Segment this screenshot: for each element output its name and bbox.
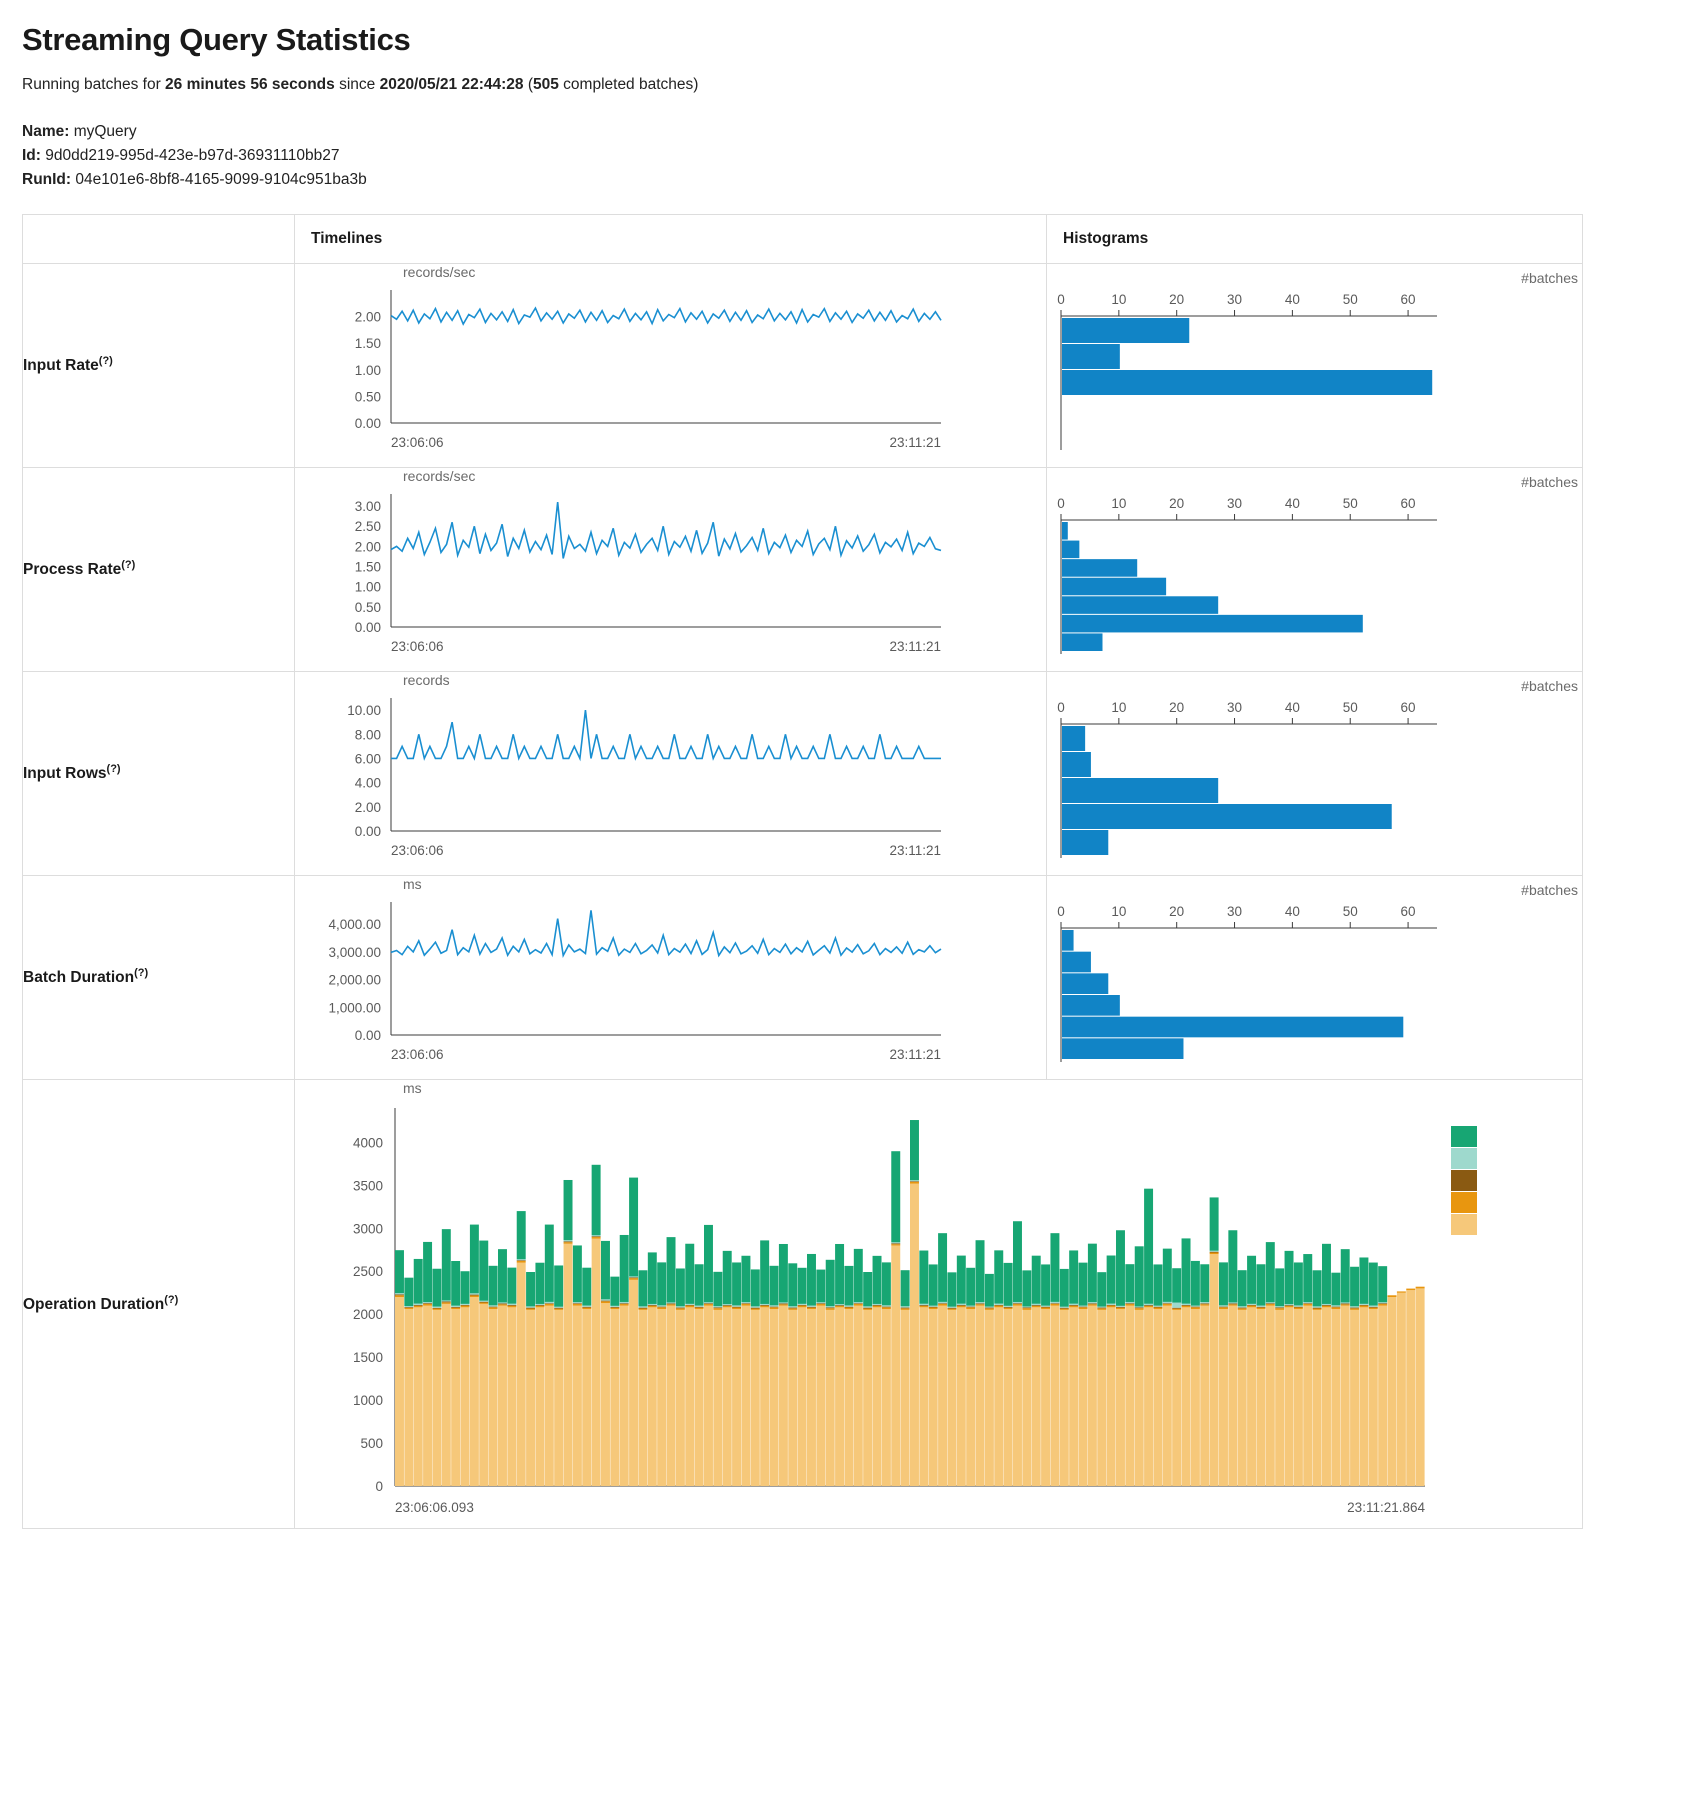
row-label-batch-duration [23,876,295,1080]
svg-text:6.00: 6.00 [354,751,381,767]
row-label-process-rate [23,468,295,672]
svg-text:0: 0 [1057,495,1065,511]
svg-text:50: 50 [1342,699,1358,715]
input-rows-histogram-cell [1047,672,1583,876]
running-duration: 26 minutes 56 seconds [165,76,335,93]
query-runid-value: 04e101e6-8bf8-4165-9099-9104c951ba3b [75,171,367,189]
table-row [23,1080,1583,1529]
header-histograms: Histograms [1047,215,1583,264]
svg-text:23:06:06: 23:06:06 [391,1047,444,1063]
input-rate-label: Input Rate [23,357,99,375]
table-row [23,468,1583,672]
svg-text:60: 60 [1400,699,1416,715]
svg-text:23:06:06: 23:06:06 [391,435,444,451]
svg-text:0: 0 [375,1479,383,1495]
svg-text:60: 60 [1400,291,1416,307]
input-rows-timeline-chart [295,690,1015,875]
svg-text:30: 30 [1227,495,1243,511]
table-row [23,672,1583,876]
svg-text:0.00: 0.00 [354,1028,381,1044]
svg-text:1.50: 1.50 [354,336,381,352]
svg-text:40: 40 [1284,699,1300,715]
query-metadata [22,120,1671,192]
svg-text:23:06:06: 23:06:06 [391,843,444,859]
input-rate-unit: records/sec [403,264,476,281]
svg-text:40: 40 [1284,291,1300,307]
batch-duration-label: Batch Duration [23,969,135,987]
input-rate-histogram-cell [1047,264,1583,468]
svg-text:3.00: 3.00 [354,499,381,515]
svg-text:1.00: 1.00 [354,579,381,595]
svg-text:20: 20 [1169,903,1185,919]
row-label-input-rows [23,672,295,876]
svg-text:10: 10 [1111,699,1127,715]
svg-text:2.50: 2.50 [354,519,381,535]
batch-duration-histogram-cell [1047,876,1583,1080]
svg-text:23:11:21.864: 23:11:21.864 [1347,1500,1425,1516]
query-runid-label: RunId: [22,171,72,189]
batch-duration-timeline-chart [295,894,1015,1079]
process-rate-help-icon[interactable]: (?) [121,559,136,572]
svg-text:1.50: 1.50 [354,559,381,575]
svg-text:3000: 3000 [352,1221,383,1237]
process-rate-unit: records/sec [403,468,476,485]
svg-text:0: 0 [1057,903,1065,919]
svg-text:0.00: 0.00 [354,620,381,636]
statistics-table [22,214,1583,1529]
svg-text:40: 40 [1284,903,1300,919]
input-rate-histogram-chart [1047,286,1547,462]
operation-duration-label: Operation Duration [23,1296,165,1314]
input-rate-timeline-cell [295,264,1047,468]
svg-text:1500: 1500 [352,1350,383,1366]
svg-text:0.50: 0.50 [354,389,381,405]
input-rate-hist-unit: #batches [1521,269,1578,286]
input-rows-hist-unit: #batches [1521,677,1578,694]
batch-duration-histogram-chart [1047,898,1547,1074]
row-label-input-rate [23,264,295,468]
header-blank [23,215,295,264]
svg-text:2500: 2500 [352,1264,383,1280]
svg-text:10: 10 [1111,495,1127,511]
svg-text:3500: 3500 [352,1178,383,1194]
svg-text:50: 50 [1342,291,1358,307]
svg-text:20: 20 [1169,495,1185,511]
input-rows-histogram-chart [1047,694,1547,870]
subtitle-open-paren: ( [523,76,533,93]
svg-text:4000: 4000 [352,1135,383,1151]
svg-text:0: 0 [1057,699,1065,715]
svg-text:2.00: 2.00 [354,799,381,815]
operation-duration-cell [295,1080,1583,1529]
batch-duration-timeline-cell [295,876,1047,1080]
subtitle-prefix: Running batches for [22,76,166,93]
svg-text:50: 50 [1342,903,1358,919]
query-id-value: 9d0dd219-995d-423e-b97d-36931110bb27 [45,147,340,165]
table-row [23,264,1583,468]
batch-duration-hist-unit: #batches [1521,881,1578,898]
svg-text:30: 30 [1227,291,1243,307]
header-timelines: Timelines [295,215,1047,264]
svg-text:1.00: 1.00 [354,362,381,378]
svg-text:60: 60 [1400,495,1416,511]
svg-text:3,000.00: 3,000.00 [328,944,381,960]
svg-text:23:06:06: 23:06:06 [391,639,444,655]
input-rows-unit: records [403,672,450,689]
input-rows-help-icon[interactable]: (?) [106,763,121,776]
svg-text:0.50: 0.50 [354,599,381,615]
query-runid-row [22,168,1671,192]
svg-text:23:11:21: 23:11:21 [889,435,941,451]
process-rate-histogram-chart [1047,490,1547,666]
input-rate-help-icon[interactable]: (?) [98,355,113,368]
query-name-value: myQuery [73,123,137,140]
svg-text:0.00: 0.00 [354,416,381,432]
operation-duration-unit: ms [403,1080,422,1097]
query-name-row [22,120,1671,144]
page-title: Streaming Query Statistics [22,22,411,57]
svg-text:4.00: 4.00 [354,775,381,791]
svg-text:30: 30 [1227,699,1243,715]
svg-text:10.00: 10.00 [347,703,381,719]
batch-duration-unit: ms [403,876,422,893]
operation-duration-help-icon[interactable]: (?) [164,1293,179,1306]
process-rate-label: Process Rate [23,561,122,579]
table-row [23,876,1583,1080]
process-rate-timeline-chart [295,486,1015,671]
query-name-label: Name: [22,123,70,140]
svg-text:0.00: 0.00 [354,824,381,840]
row-label-operation-duration [23,1080,295,1529]
svg-text:8.00: 8.00 [354,727,381,743]
svg-text:4,000.00: 4,000.00 [328,917,381,933]
svg-text:23:11:21: 23:11:21 [889,1047,941,1063]
svg-text:1,000.00: 1,000.00 [328,1000,381,1016]
svg-text:23:11:21: 23:11:21 [889,843,941,859]
svg-text:0: 0 [1057,291,1065,307]
svg-text:2.00: 2.00 [354,309,381,325]
start-timestamp: 2020/05/21 22:44:28 [379,76,524,93]
svg-text:23:11:21: 23:11:21 [889,639,941,655]
svg-text:40: 40 [1284,495,1300,511]
svg-text:50: 50 [1342,495,1358,511]
process-rate-hist-unit: #batches [1521,473,1578,490]
subtitle-mid: since [334,76,380,93]
process-rate-timeline-cell [295,468,1047,672]
subtitle-tail: completed batches) [558,76,699,93]
svg-text:2.00: 2.00 [354,539,381,555]
svg-text:20: 20 [1169,699,1185,715]
input-rate-timeline-chart [295,282,1015,467]
svg-text:10: 10 [1111,903,1127,919]
svg-text:1000: 1000 [352,1393,383,1409]
running-batches-summary [22,76,1671,94]
query-id-label: Id: [22,147,41,165]
input-rows-timeline-cell [295,672,1047,876]
svg-text:2000: 2000 [352,1307,383,1323]
svg-text:60: 60 [1400,903,1416,919]
svg-text:30: 30 [1227,903,1243,919]
completed-batch-count: 505 [532,76,559,93]
table-header-row [23,215,1583,264]
input-rows-label: Input Rows [23,765,107,783]
svg-text:23:06:06.093: 23:06:06.093 [395,1500,474,1516]
batch-duration-help-icon[interactable]: (?) [134,967,149,980]
svg-text:500: 500 [360,1436,383,1452]
svg-text:20: 20 [1169,291,1185,307]
svg-text:2,000.00: 2,000.00 [328,972,381,988]
process-rate-histogram-cell [1047,468,1583,672]
svg-text:10: 10 [1111,291,1127,307]
operation-duration-chart [295,1098,1535,1528]
query-id-row [22,144,1671,168]
